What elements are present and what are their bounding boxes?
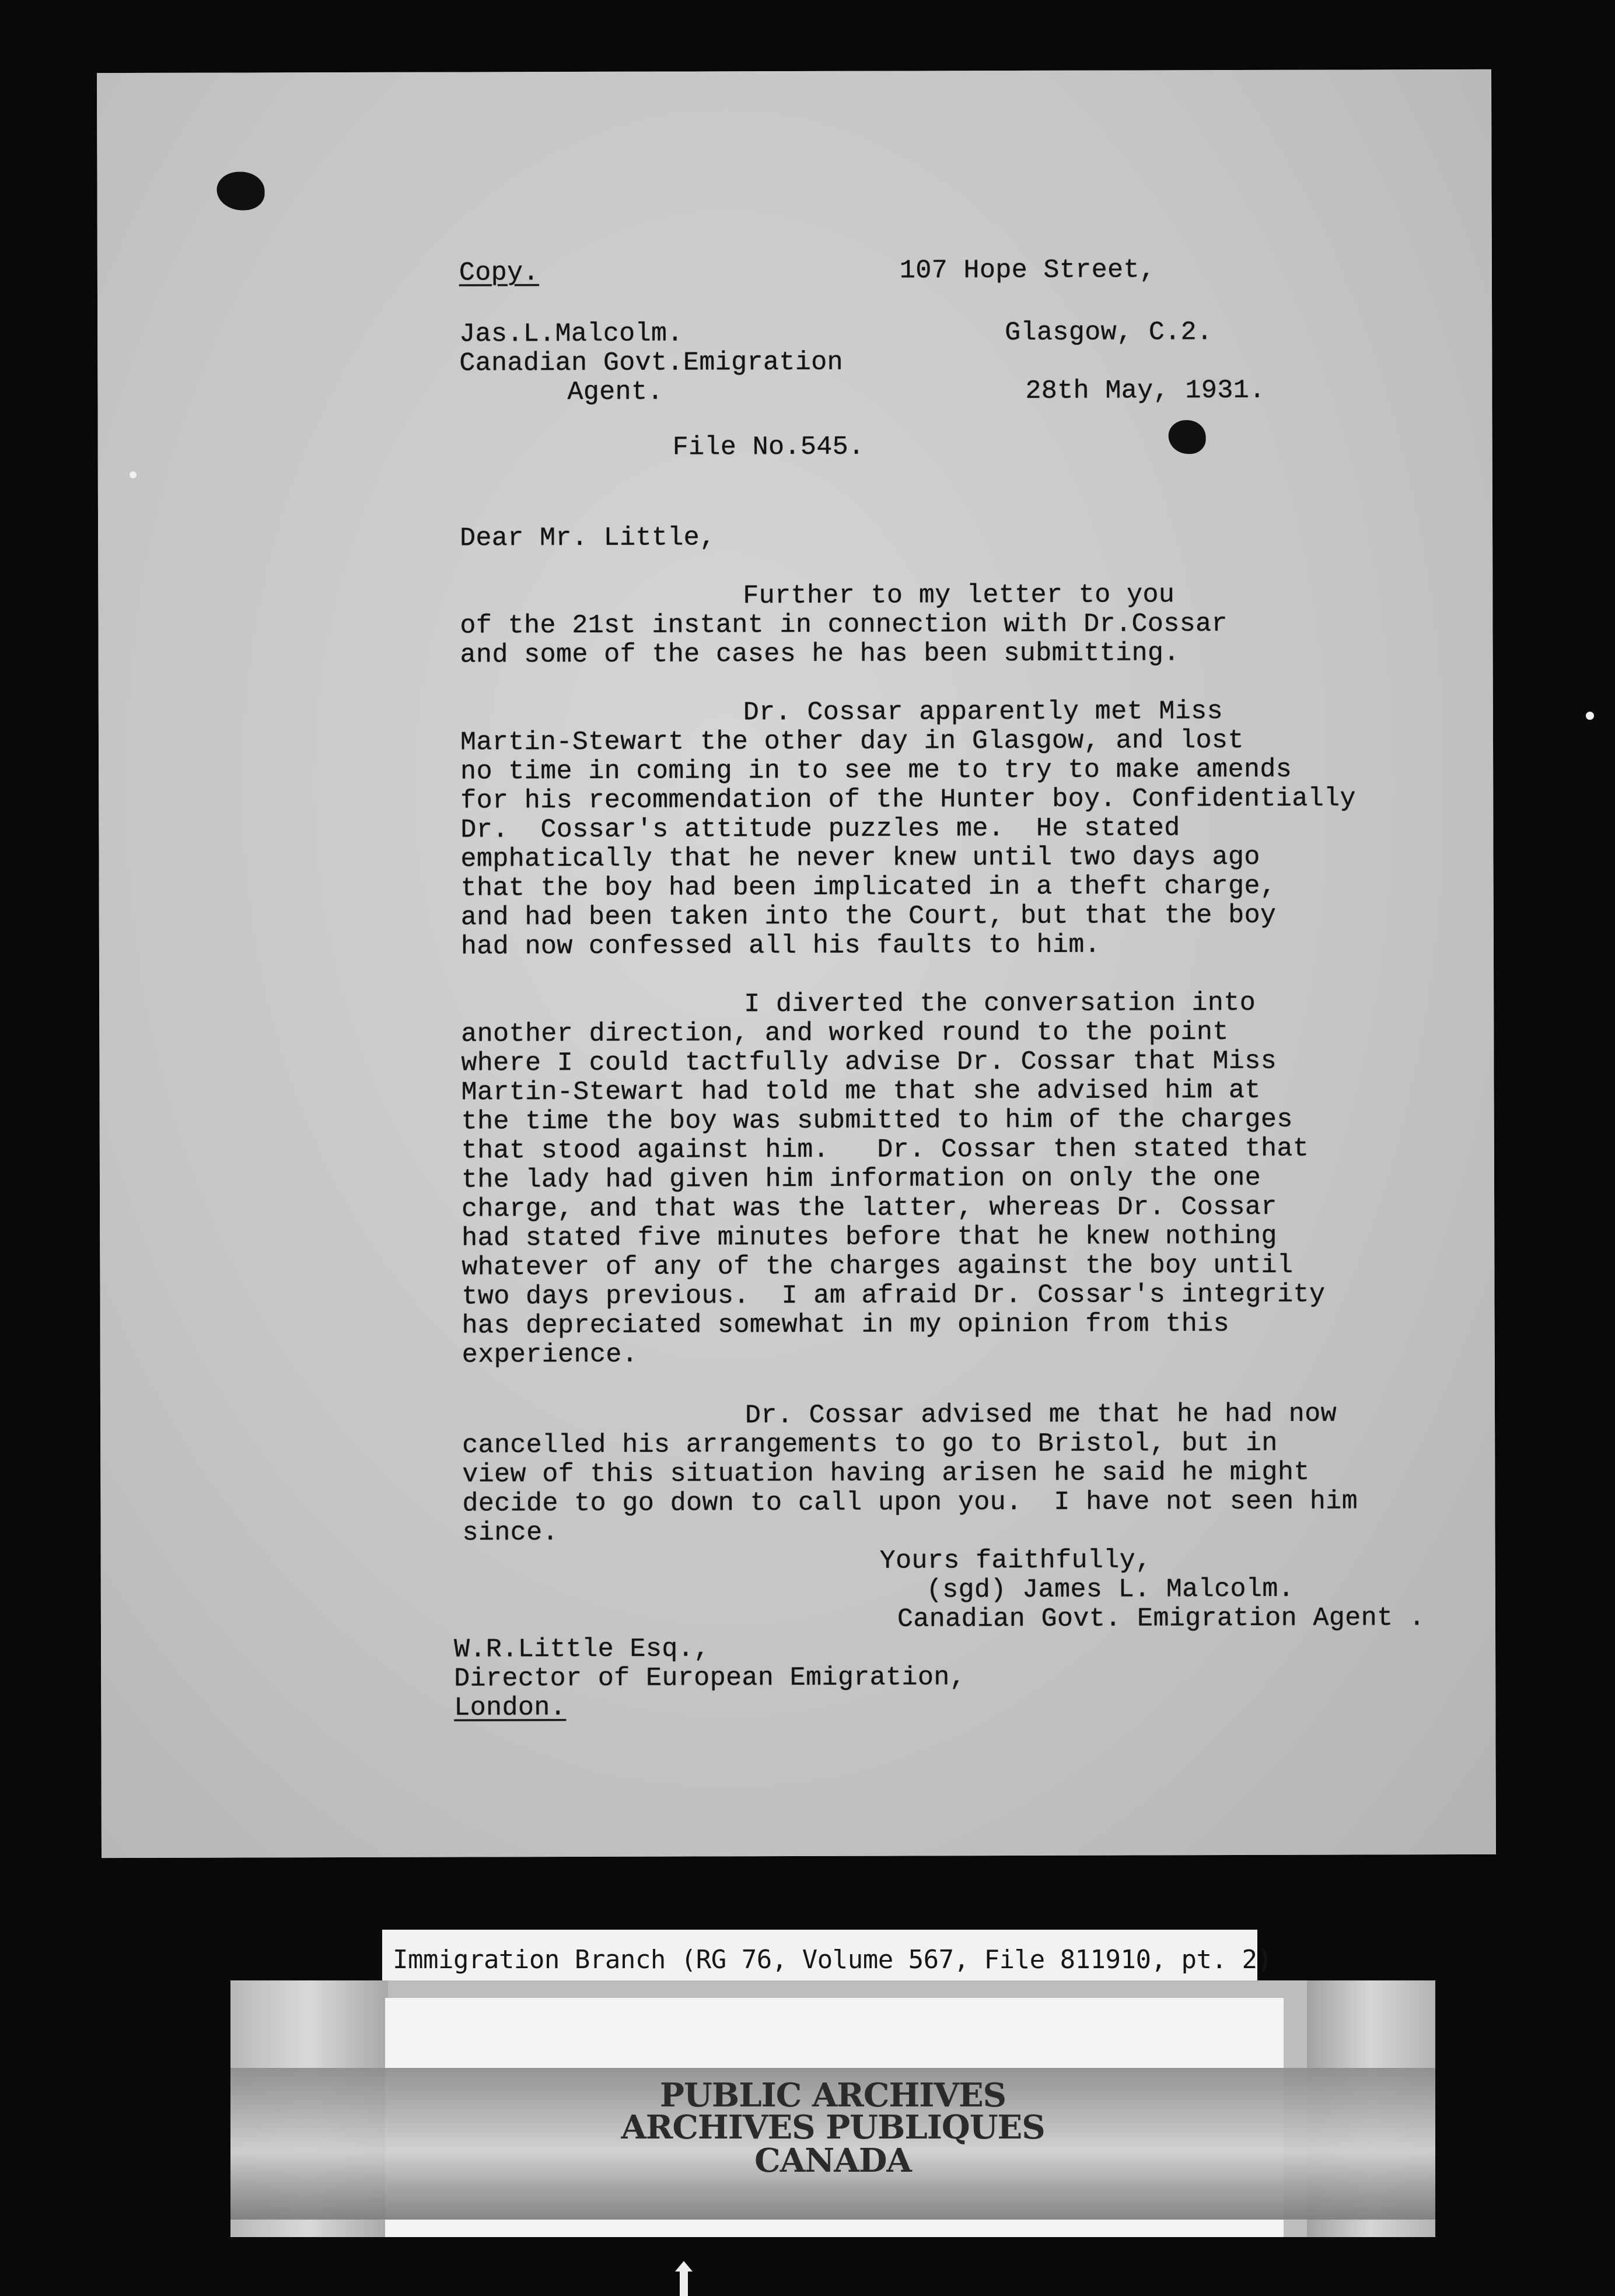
paragraph-2-line-9: had now confessed all his faults to him. [460, 930, 1101, 962]
paragraph-3-line-1: I diverted the conversation into [744, 988, 1256, 1020]
paragraph-1-line-2: of the 21st instant in connection with Dr.Cossar [460, 609, 1228, 641]
paragraph-2-line-5: Dr. Cossar's attitude puzzles me. He stated [460, 813, 1180, 845]
copy-label: Copy. [459, 258, 539, 288]
paragraph-2-line-2: Martin-Stewart the other day in Glasgow, and lost [460, 725, 1244, 758]
paragraph-3-line-8: charge, and that was the latter, whereas Dr. Cossar [462, 1192, 1277, 1224]
address-street: 107 Hope Street, [899, 255, 1156, 286]
closing: Yours faithfully, [879, 1545, 1152, 1576]
sender-title-line-2: Agent. [567, 377, 663, 408]
paragraph-2-line-6: emphatically that he never knew until two days ago [460, 842, 1260, 874]
paragraph-2-line-1: Dr. Cossar apparently met Miss [743, 696, 1224, 728]
paragraph-2-line-8: and had been taken into the Court, but that the boy [460, 900, 1277, 933]
sender-name: Jas.L.Malcolm. [459, 318, 683, 349]
paragraph-2-line-7: that the boy had been implicated in a theft charge, [460, 871, 1277, 904]
paragraph-3-line-2: another direction, and worked round to the point [461, 1017, 1229, 1049]
paragraph-3-line-3: where I could tactfully advise Dr. Cossar that Miss [461, 1046, 1277, 1079]
film-arrow-icon [680, 2269, 688, 2296]
paragraph-2-line-3: no time in coming in to see me to try to make amends [460, 754, 1292, 787]
stamp-line-3: CANADA [754, 2141, 911, 2180]
archive-stamp-area [230, 1980, 1435, 2237]
recipient-name: W.R.Little Esq., [454, 1634, 710, 1665]
letter-date: 28th May, 1931. [1025, 375, 1266, 406]
paragraph-3-line-11: two days previous. I am afraid Dr. Cossar's integrity [462, 1279, 1326, 1312]
paragraph-3-line-6: that stood against him. Dr. Cossar then stated that [461, 1133, 1309, 1166]
paragraph-3-line-4: Martin-Stewart had told me that she advised him at [461, 1075, 1261, 1108]
film-speck [1586, 712, 1594, 720]
paragraph-3-line-12: has depreciated somewhat in my opinion from this [462, 1309, 1230, 1341]
letter-page [97, 69, 1496, 1858]
paragraph-3-line-13: experience. [462, 1339, 638, 1370]
paragraph-3-line-5: the time the boy was submitted to him of the charges [461, 1104, 1293, 1137]
paragraph-4-line-4: decide to go down to call upon you. I have not seen him [462, 1486, 1358, 1519]
archive-reference-text: Immigration Branch (RG 76, Volume 567, File 811910, pt. 2) [393, 1945, 1273, 1975]
stamp-line-2: ARCHIVES PUBLIQUES [621, 2108, 1045, 2147]
paragraph-3-line-9: had stated five minutes before that he knew nothing [462, 1221, 1277, 1254]
paragraph-4-line-2: cancelled his arrangements to go to Bristol, but in [462, 1428, 1278, 1461]
punch-hole [216, 172, 264, 210]
recipient-title: Director of European Emigration, [454, 1662, 966, 1694]
signature-title: Canadian Govt. Emigration Agent . [897, 1603, 1425, 1634]
paragraph-1-line-1: Further to my letter to you [743, 580, 1175, 611]
paragraph-1-line-3: and some of the cases he has been submitting. [460, 638, 1180, 670]
paragraph-2-line-4: for his recommendation of the Hunter boy. Confidentially [460, 783, 1356, 816]
paragraph-4-line-1: Dr. Cossar advised me that he had now [744, 1399, 1337, 1431]
recipient-city: London. [454, 1693, 567, 1723]
sender-title-line-1: Canadian Govt.Emigration [459, 347, 844, 379]
file-number: File No.545. [672, 432, 865, 463]
ink-blot [1169, 420, 1206, 454]
paragraph-4-line-3: view of this situation having arisen he said he might [462, 1457, 1310, 1490]
film-speck [130, 471, 137, 478]
salutation: Dear Mr. Little, [460, 523, 716, 554]
paragraph-3-line-7: the lady had given him information on only the one [461, 1163, 1261, 1195]
signature: (sgd) James L. Malcolm. [926, 1574, 1295, 1605]
address-city: Glasgow, C.2. [1005, 317, 1213, 348]
stamp-line-1: PUBLIC ARCHIVES [659, 2076, 1006, 2115]
paragraph-3-line-10: whatever of any of the charges against the boy until [462, 1250, 1294, 1283]
paragraph-4-line-5: since. [462, 1518, 559, 1548]
